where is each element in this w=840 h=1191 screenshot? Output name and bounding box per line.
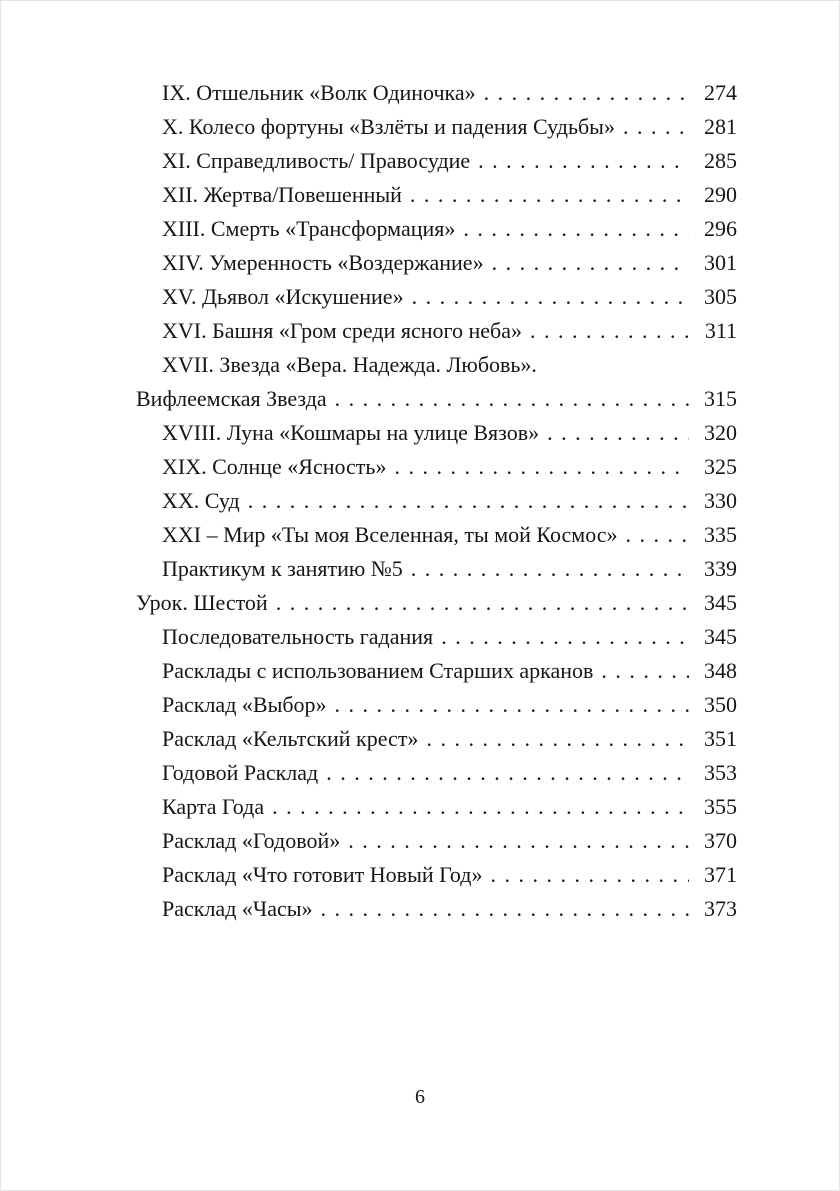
dot-leader: [348, 824, 689, 858]
toc-entry-page: 335: [704, 522, 737, 547]
toc-entry: [136, 280, 737, 314]
toc-entry: [136, 110, 737, 144]
toc-entry-page: 320: [704, 420, 737, 445]
toc-entry: [136, 314, 737, 348]
toc-entry-label: Расклады с использованием Старших арканов: [162, 658, 594, 683]
dot-leader: [623, 110, 689, 144]
dot-leader: [547, 416, 689, 450]
toc-entry: [136, 450, 737, 484]
dot-leader: [478, 144, 689, 178]
toc-entry-page: 350: [704, 692, 737, 717]
toc-entry: [136, 416, 737, 450]
dot-leader: [410, 178, 689, 212]
toc-entry: [136, 348, 737, 382]
toc-entry-label: XV. Дьявол «Искушение»: [162, 284, 404, 309]
toc-entry-label: Вифлеемская Звезда: [136, 386, 327, 411]
toc-entry-page: 339: [704, 556, 737, 581]
toc-entry: [136, 76, 737, 110]
toc-entry-page: 345: [704, 590, 737, 615]
dot-leader: [335, 688, 689, 722]
toc-entry-label: Расклад «Выбор»: [162, 692, 327, 717]
toc-entry-label: XVI. Башня «Гром среди ясного неба»: [162, 318, 523, 343]
toc-entry: [136, 246, 737, 280]
toc-list: [136, 76, 737, 926]
dot-leader: [272, 790, 689, 824]
toc-entry-label: XVIII. Луна «Кошмары на улице Вязов»: [162, 420, 540, 445]
toc-entry: [136, 620, 737, 654]
dot-leader: [463, 212, 689, 246]
toc-entry-label: XIII. Смерть «Трансформация»: [162, 216, 456, 241]
dot-leader: [484, 76, 689, 110]
toc-entry: [136, 212, 737, 246]
dot-leader: [530, 314, 689, 348]
dot-leader: [335, 382, 689, 416]
toc-entry-page: 370: [704, 828, 737, 853]
toc-entry-page: 301: [704, 250, 737, 275]
toc-entry: [136, 790, 737, 824]
toc-entry-label: XIV. Умеренность «Воздержание»: [162, 250, 484, 275]
toc-entry-page: 315: [704, 386, 737, 411]
toc-entry-page: 274: [704, 80, 737, 105]
toc-entry-label: Годовой Расклад: [162, 760, 319, 785]
toc-entry: [136, 382, 737, 416]
toc-entry-label: Расклад «Что готовит Новый Год»: [162, 862, 483, 887]
toc-entry-page: 305: [704, 284, 737, 309]
dot-leader: [394, 450, 689, 484]
toc-entry: [136, 688, 737, 722]
toc-entry: [136, 824, 737, 858]
toc-entry-page: 351: [704, 726, 737, 751]
toc-entry-label: Карта Года: [162, 794, 265, 819]
toc-entry-page: 345: [704, 624, 737, 649]
toc-entry-label: Расклад «Годовой»: [162, 828, 341, 853]
toc-entry-page: 311: [704, 318, 737, 343]
toc-entry-label: X. Колесо фортуны «Взлёты и падения Судьбы»: [162, 114, 615, 139]
toc-entry-label: XII. Жертва/Повешенный: [162, 182, 402, 207]
toc-entry-label: XXI – Мир «Ты моя Вселенная, ты мой Космос»: [162, 522, 618, 547]
toc-entry-label: XVII. Звезда «Вера. Надежда. Любовь».: [162, 352, 537, 377]
toc-entry-page: 371: [704, 862, 737, 887]
toc-entry: [136, 654, 737, 688]
toc-entry-page: 290: [704, 182, 737, 207]
toc-entry-label: Расклад «Часы»: [162, 896, 313, 921]
toc-entry-page: 296: [704, 216, 737, 241]
toc-entry-label: IX. Отшельник «Волк Одиночка»: [162, 80, 476, 105]
table-of-contents: [136, 76, 737, 926]
toc-entry-page: 285: [704, 148, 737, 173]
toc-entry-page: 373: [704, 896, 737, 921]
dot-leader: [426, 722, 689, 756]
toc-entry-page: 281: [704, 114, 737, 139]
page-number: 6: [415, 1086, 425, 1108]
toc-entry-page: 325: [704, 454, 737, 479]
dot-leader: [411, 552, 689, 586]
dot-leader: [321, 892, 690, 926]
toc-entry-page: 353: [704, 760, 737, 785]
toc-entry: [136, 858, 737, 892]
dot-leader: [601, 654, 689, 688]
toc-entry: [136, 756, 737, 790]
dot-leader: [441, 620, 689, 654]
toc-entry-label: XIX. Солнце «Ясность»: [162, 454, 387, 479]
toc-entry: [136, 892, 737, 926]
toc-entry-label: Расклад «Кельтский крест»: [162, 726, 419, 751]
dot-leader: [276, 586, 689, 620]
toc-entry-page: 355: [704, 794, 737, 819]
toc-entry-label: XI. Справедливость/ Правосудие: [162, 148, 471, 173]
toc-entry: [136, 722, 737, 756]
toc-entry: [136, 178, 737, 212]
toc-entry: [136, 484, 737, 518]
dot-leader: [626, 518, 689, 552]
toc-entry: [136, 586, 737, 620]
dot-leader: [490, 858, 689, 892]
dot-leader: [492, 246, 689, 280]
toc-entry-page: 348: [704, 658, 737, 683]
toc-entry-label: Последовательность гадания: [162, 624, 434, 649]
toc-entry-label: Практикум к занятию №5: [162, 556, 403, 581]
toc-entry: [136, 552, 737, 586]
toc-entry-label: XX. Суд: [162, 488, 240, 513]
toc-entry: [136, 518, 737, 552]
toc-entry-page: 330: [704, 488, 737, 513]
dot-leader: [412, 280, 689, 314]
dot-leader: [326, 756, 689, 790]
toc-entry-label: Урок. Шестой: [136, 590, 268, 615]
dot-leader: [248, 484, 689, 518]
toc-entry: [136, 144, 737, 178]
